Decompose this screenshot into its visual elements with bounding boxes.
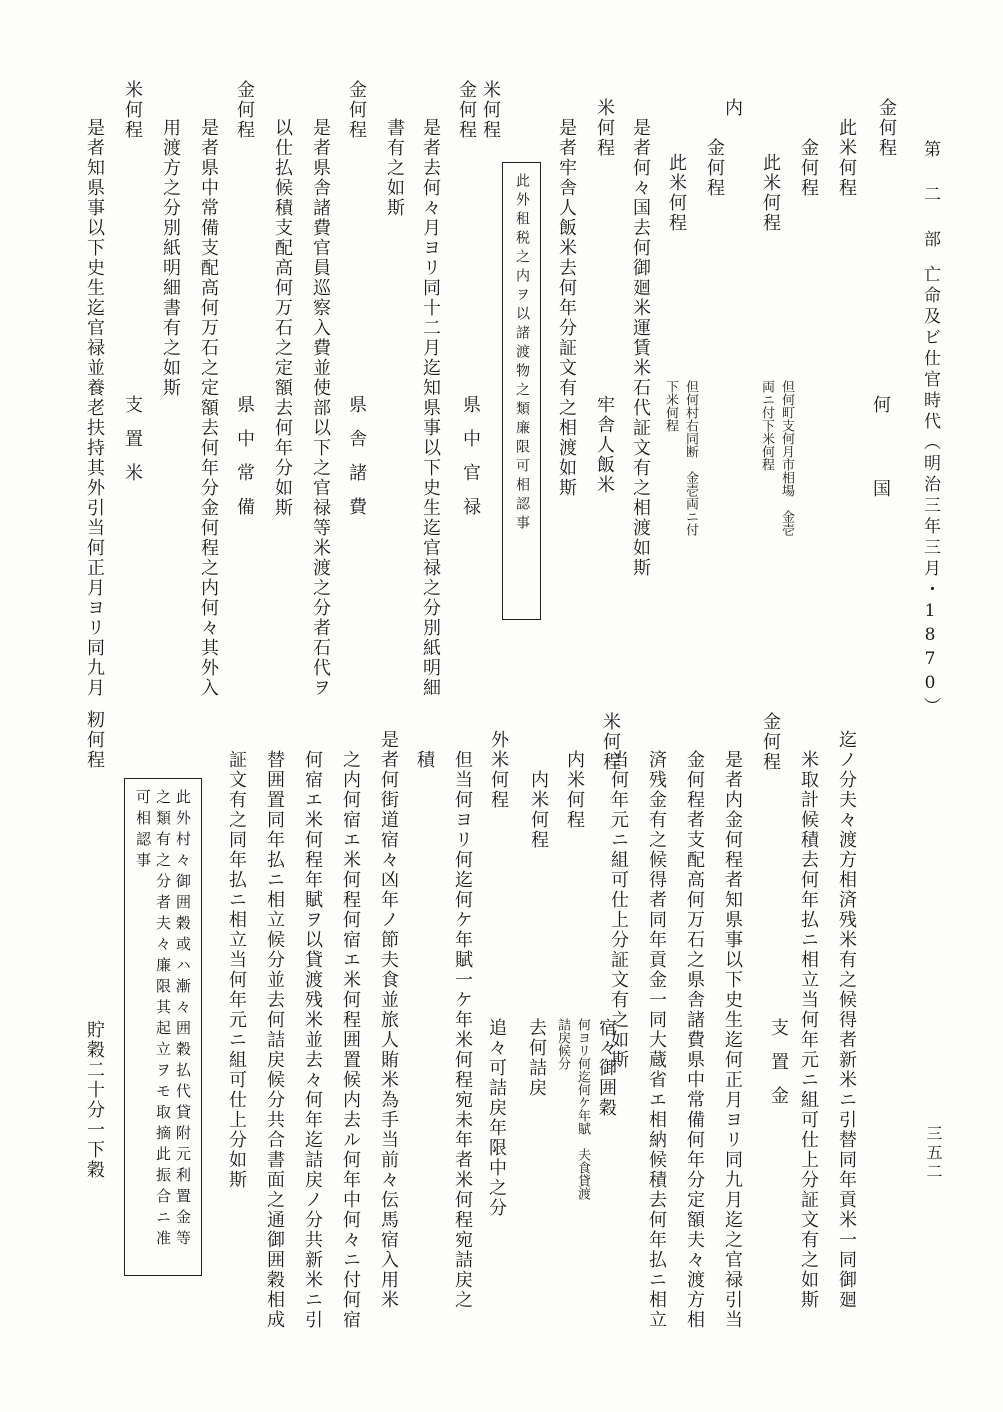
upper-line: 以仕払候積支配高何万石之定額去何年分如斯 [272,118,293,518]
upper-line: 内 [722,98,743,118]
lower-line: 内米何程 [528,770,549,850]
lower-line: 替囲置同年払ニ相立候分並去何詰戻候分共合書面之通御囲穀相成 [264,750,285,1330]
upper-line: 金何程 [798,138,819,198]
upper-line: 米何程 [594,98,615,158]
upper-line: 此米何程 [666,153,687,233]
upper-line: 是者牢舎人飯米去何年分証文有之相渡如斯 [556,118,577,498]
lower-line: 金何程者支配高何万石之県舎諸費県中常備何年分定額夫々渡方相 [684,750,705,1330]
lower-line: 何宿エ米何程年賦ヲ以貸渡残米並去々何年迄詰戻ノ分共新米ニ引 [302,750,323,1330]
upper-line: 是者県中常備支配高何万石之定額去何年分金何程之内何々其外入 [198,118,219,698]
lower-line: 宿々御囲穀 [596,1018,617,1118]
upper-line: 県舎諸費 [346,395,367,531]
upper-line: 米何程 [480,80,501,140]
lower-line: 但当何ヨリ何迄何ケ年賦一ケ年米何程宛未年者米何程宛詰戻之 [452,750,473,1310]
lower-line: 米取計候積去何年払ニ相立当何年元ニ組可仕上分証文有之如斯 [798,750,819,1310]
upper-line: 県中官禄 [460,395,481,531]
lower-line: 外米何程 [488,730,509,810]
upper-line: 金何程 [876,98,897,158]
upper-line: 此米何程 [760,153,781,233]
lower-line: 積 [414,750,435,770]
upper-annotation: 但何村右同断 金壱両ニ付下米何程 [663,380,698,536]
lower-line: 籾何程 [84,710,105,770]
page-number: 三五二 [924,1125,943,1182]
upper-line: 書有之如斯 [384,118,405,218]
boxed-note: 此外村々御囲穀或ハ漸々囲穀払代貸附元利置金等之類有之分者夫々廉限其起立ヲモ取摘此振合ニ准可相認事 [124,778,202,1276]
upper-line: 県中常備 [234,395,255,531]
upper-line: 是者去何々月ヨリ同十二月迄知県事以下史生迄官禄之分別紙明細 [420,118,441,698]
lower-line: 金何程 [760,712,781,772]
lower-line: 之内何宿エ米何程何宿エ米何程囲置候内去ル何年中何々ニ付何宿 [340,750,361,1330]
lower-line: 去何詰戻 [526,1018,547,1098]
lower-line: 当何年元ニ組可仕上分証文有之如斯 [608,750,629,1070]
upper-line: 牢舎人飯米 [594,395,615,495]
upper-line: 何 国 [870,395,891,521]
upper-line: 金何程 [456,80,477,140]
lower-annotation: 何ヨリ何迄何ケ年賦 夫食貸渡詰戻候分 [555,1018,590,1200]
lower-line: 迄ノ分夫々渡方相済残米有之候得者新米ニ引替同年貢米一同御廻 [836,730,857,1310]
lower-line: 是者何街道宿々凶年ノ節夫食並旅人賄米為手当前々伝馬宿入用米 [378,730,399,1310]
lower-line: 済残金有之候得者同年貢金一同大蔵省エ相納候積去何年払ニ相立 [646,750,667,1330]
boxed-note: 此外租税之内ヲ以諸渡物之類廉限可相認事 [502,162,541,620]
lower-line: 内米何程 [564,750,585,830]
lower-line: 米何程 [600,712,621,772]
upper-line: 米何程 [122,80,143,140]
lower-line: 証文有之同年払ニ相立当何年元ニ組可仕上分如斯 [226,750,247,1190]
upper-line: 用渡方之分別紙明細書有之如斯 [160,118,181,398]
upper-line: 金何程 [704,138,725,198]
upper-line: 金何程 [234,80,255,140]
lower-line: 是者内金何程者知県事以下史生迄何正月ヨリ同九月迄之官禄引当 [722,750,743,1330]
page-title: 亡命及ビ仕官時代（明治三年三月・1870） [920,265,940,718]
upper-line: 支置米 [122,395,143,497]
lower-line: 追々可詰戻年限中之分 [486,1018,507,1218]
upper-line: 是者県舎諸費官員巡察入費並使部以下之官禄等米渡之分者石代ヲ [310,118,331,698]
upper-line: 金何程 [346,80,367,140]
lower-line: 支置金 [768,1018,789,1120]
upper-annotation: 但何町支何月市相場 金壱両ニ付下米何程 [759,380,794,536]
upper-line: 是者知県事以下史生迄官禄並養老扶持其外引当何正月ヨリ同九月 [84,118,105,698]
lower-line: 貯穀二十分一下穀 [84,1020,105,1180]
upper-line: 是者何々国去何御廻米運賃米石代証文有之相渡如斯 [630,118,651,578]
part-heading: 第 二 部 [920,140,940,251]
upper-line: 此米何程 [836,118,857,198]
